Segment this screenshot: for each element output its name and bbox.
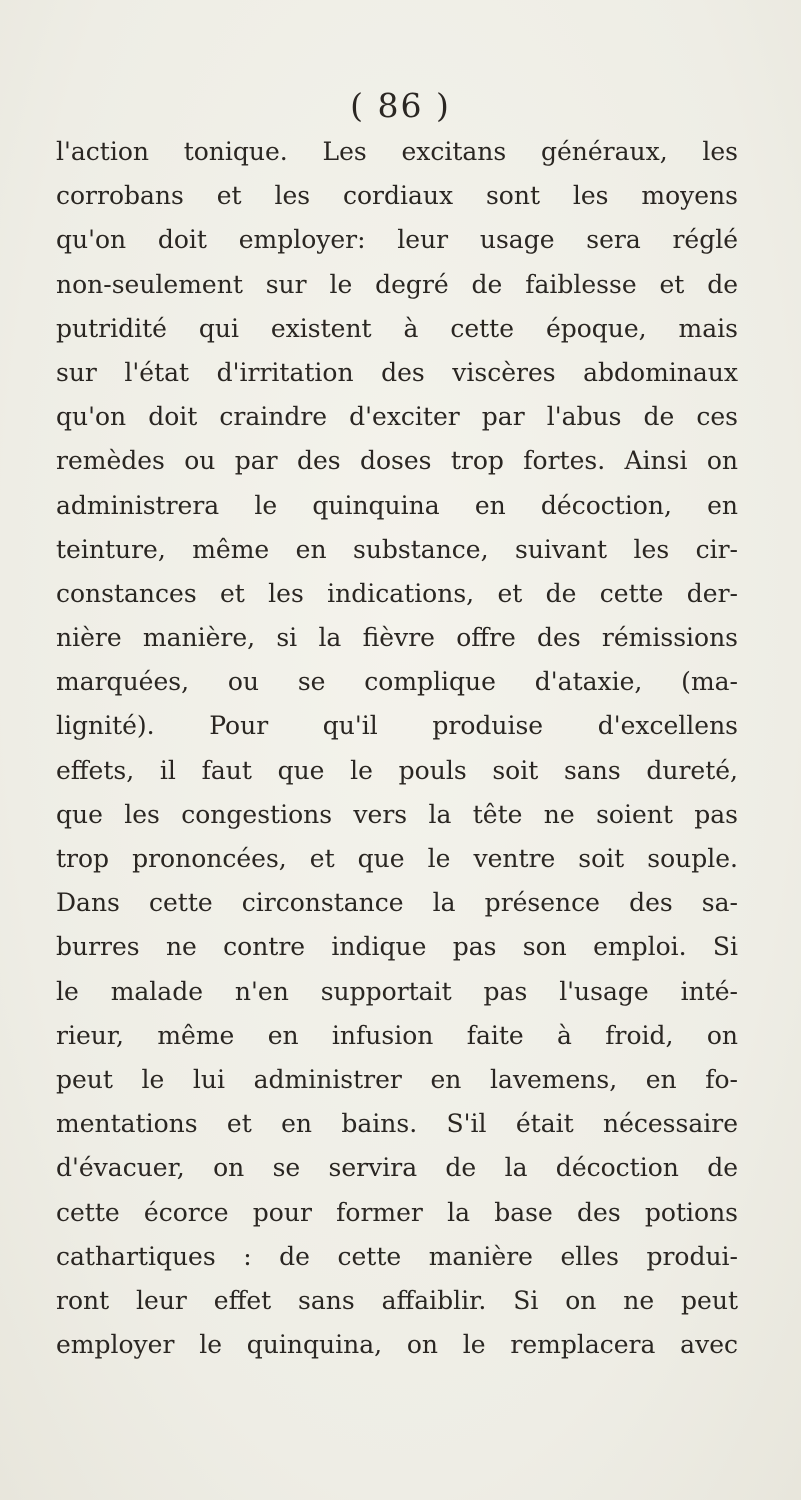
text-line: qu'on doit employer: leur usage sera réglé (56, 225, 738, 255)
text-line: Dans cette circonstance la présence des sa- (56, 888, 738, 918)
text-line: qu'on doit craindre d'exciter par l'abus de ces (56, 402, 738, 432)
body-text (56, 130, 738, 1367)
text-line: sur l'état d'irritation des viscères abdominaux (56, 357, 738, 387)
text-line: putridité qui existent à cette époque, mais (56, 313, 738, 343)
text-line: non-seulement sur le degré de faiblesse et de (56, 269, 738, 299)
text-line: rieur, même en infusion faite à froid, on (56, 1020, 738, 1050)
text-line: peut le lui administrer en lavemens, en fo- (56, 1064, 738, 1094)
text-line: corrobans et les cordiaux sont les moyens (56, 181, 738, 211)
text-line: l'action tonique. Les excitans généraux, les (56, 137, 738, 166)
text-line: que les congestions vers la tête ne soient pas (56, 799, 738, 829)
text-line: mentations et en bains. S'il était nécessaire (56, 1109, 738, 1139)
text-line: administrera le quinquina en décoction, en (56, 490, 738, 520)
text-line: trop prononcées, et que le ventre soit souple. (56, 844, 738, 873)
text-line: ront leur effet sans affaiblir. Si on ne peut (56, 1285, 738, 1315)
text-line: cathartiques : de cette manière elles produi- (56, 1241, 738, 1271)
text-line: d'évacuer, on se servira de la décoction de (56, 1153, 738, 1183)
page-number: ( 86 ) (350, 86, 451, 125)
text-line: lignité). Pour qu'il produise d'excellens (56, 711, 738, 741)
text-line: remèdes ou par des doses trop fortes. Ainsi on (56, 446, 738, 476)
text-line: effets, il faut que le pouls soit sans dureté, (56, 755, 738, 785)
text-line: burres ne contre indique pas son emploi. Si (56, 932, 738, 962)
text-line: cette écorce pour former la base des potions (56, 1197, 738, 1227)
text-line: constances et les indications, et de cette der- (56, 578, 738, 608)
text-line: nière manière, si la fièvre offre des rémissions (56, 623, 738, 653)
text-line: marquées, ou se complique d'ataxie, (ma- (56, 667, 738, 697)
text-line: le malade n'en supportait pas l'usage inté- (56, 976, 738, 1006)
text-line: teinture, même en substance, suivant les cir- (56, 534, 738, 564)
text-line: employer le quinquina, on le remplacera avec (56, 1330, 738, 1360)
